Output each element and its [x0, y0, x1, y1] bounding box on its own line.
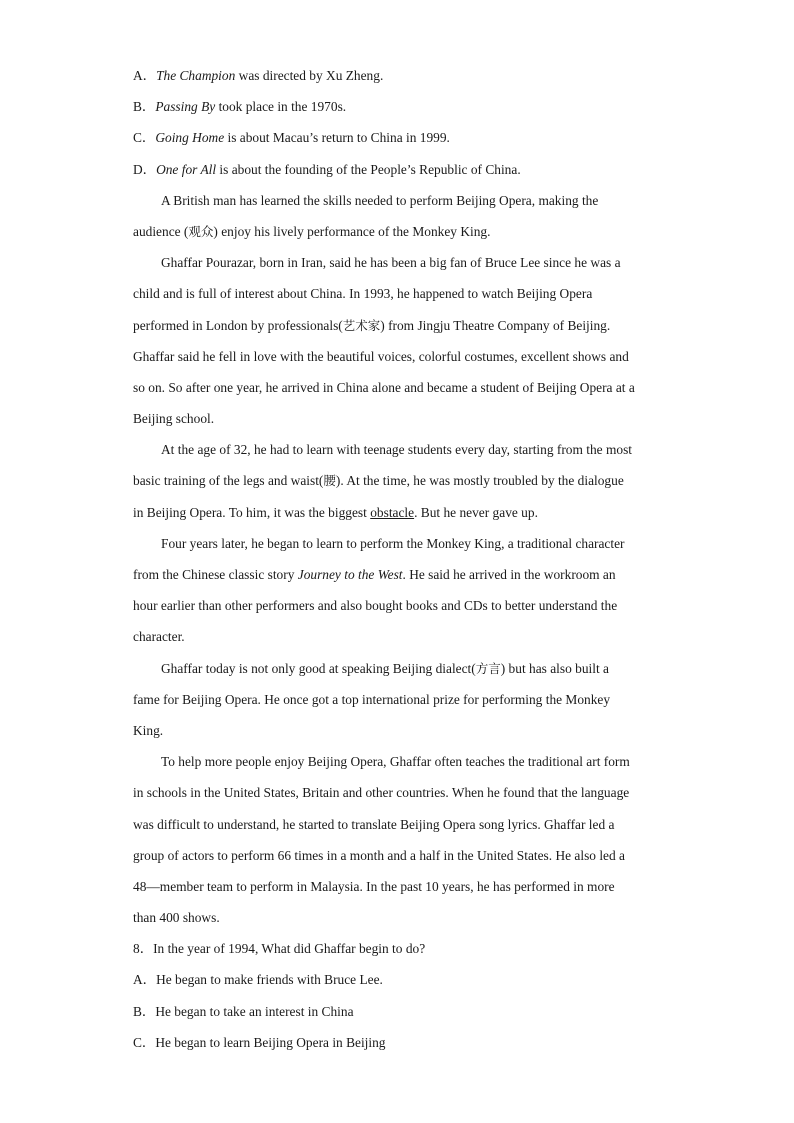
- passage-line: child and is full of interest about China. In 1993, he happened to watch Beijing Opera: [133, 286, 593, 302]
- passage-line: in schools in the United States, Britain and other countries. When he found that the language: [133, 785, 630, 801]
- passage-line: fame for Beijing Opera. He once got a top international prize for performing the Monkey: [133, 691, 611, 707]
- text-run: ) but has also built a: [500, 660, 609, 676]
- passage-line: [133, 220, 663, 251]
- passage-line: character.: [133, 629, 185, 645]
- option-letter: D．: [133, 161, 157, 177]
- passage-line: [133, 501, 663, 532]
- option-text: He began to take an interest in China: [155, 1003, 354, 1019]
- passage-line: than 400 shows.: [133, 910, 220, 926]
- movie-title: Going Home: [155, 130, 225, 146]
- text-run: basic training of the legs and waist(: [133, 473, 324, 489]
- passage-line: Four years later, he began to learn to perform the Monkey King, a traditional character: [161, 535, 625, 551]
- text-run: performed in London by professionals(: [133, 317, 343, 333]
- option-text: is about Macau’s return to China in 1999.: [224, 130, 450, 146]
- passage-line: [133, 469, 663, 500]
- chinese-gloss: 艺术家: [342, 317, 381, 333]
- question-8-stem: 8．In the year of 1994, What did Ghaffar begin to do?: [133, 941, 426, 957]
- movie-title: Passing By: [155, 99, 216, 115]
- option-text: was directed by Xu Zheng.: [235, 68, 384, 83]
- option-c: [133, 126, 663, 157]
- document-content: [133, 64, 663, 1062]
- passage-line: was difficult to understand, he started to translate Beijing Opera song lyrics. Ghaffar led a: [133, 816, 615, 832]
- passage-line: Ghaffar said he fell in love with the beautiful voices, colorful costumes, excellent shows and: [133, 348, 629, 364]
- passage-line: [133, 657, 663, 688]
- option-text: is about the founding of the People’s Republic of China.: [216, 161, 521, 177]
- option-letter: A．: [133, 68, 157, 83]
- text-run: from the Chinese classic story: [133, 567, 298, 582]
- chinese-gloss: 方言: [475, 660, 501, 676]
- option-b: [133, 95, 663, 126]
- text-run: ) from Jingju Theatre Company of Beijing.: [380, 317, 611, 333]
- movie-title: One for All: [156, 161, 217, 177]
- passage-line: Ghaffar Pourazar, born in Iran, said he has been a big fan of Bruce Lee since he was a: [161, 255, 621, 271]
- text-run: in Beijing Opera. To him, it was the biggest: [133, 504, 371, 520]
- passage-line: A British man has learned the skills needed to perform Beijing Opera, making the: [161, 192, 599, 208]
- option-text: He began to make friends with Bruce Lee.: [156, 972, 383, 988]
- chinese-gloss: 观众: [188, 223, 214, 239]
- text-run: audience (: [133, 223, 189, 239]
- passage-line: King.: [133, 722, 164, 738]
- passage-line: 48—member team to perform in Malaysia. In the past 10 years, he has performed in more: [133, 878, 615, 894]
- q8-option-b: [133, 1000, 663, 1031]
- text-run: ). At the time, he was mostly troubled by the dialogue: [335, 473, 624, 489]
- text-run: Ghaffar today is not only good at speaking Beijing dialect(: [161, 660, 476, 676]
- passage-line: At the age of 32, he had to learn with teenage students every day, starting from the most: [161, 442, 633, 458]
- option-letter: C．: [133, 130, 156, 146]
- book-title: Journey to the West: [297, 567, 403, 582]
- option-letter: B．: [133, 99, 156, 115]
- option-a: [133, 64, 663, 95]
- option-letter: A．: [133, 972, 157, 988]
- q8-option-c: [133, 1031, 663, 1062]
- passage-line: hour earlier than other performers and also bought books and CDs to better understand the: [133, 598, 618, 614]
- option-d: [133, 158, 663, 189]
- passage-line: group of actors to perform 66 times in a month and a half in the United States. He also led a: [133, 847, 625, 863]
- text-run: . He said he arrived in the workroom an: [402, 567, 616, 582]
- passage-line: so on. So after one year, he arrived in China alone and became a student of Beijing Opera at a: [133, 379, 635, 395]
- option-letter: B．: [133, 1003, 156, 1019]
- option-text: He began to learn Beijing Opera in Beijing: [155, 1034, 386, 1050]
- q8-option-a: [133, 968, 663, 999]
- passage-line: Beijing school.: [133, 411, 215, 427]
- chinese-gloss: 腰: [323, 473, 336, 489]
- option-letter: C．: [133, 1034, 156, 1050]
- option-text: took place in the 1970s.: [215, 99, 347, 115]
- movie-title: The Champion: [156, 68, 236, 83]
- passage-line: [133, 314, 663, 345]
- text-run: . But he never gave up.: [414, 504, 538, 520]
- text-run: ) enjoy his lively performance of the Monkey King.: [213, 223, 491, 239]
- passage-line: [133, 563, 663, 594]
- passage-line: To help more people enjoy Beijing Opera, Ghaffar often teaches the traditional art form: [161, 754, 630, 770]
- underlined-word: obstacle: [370, 504, 415, 520]
